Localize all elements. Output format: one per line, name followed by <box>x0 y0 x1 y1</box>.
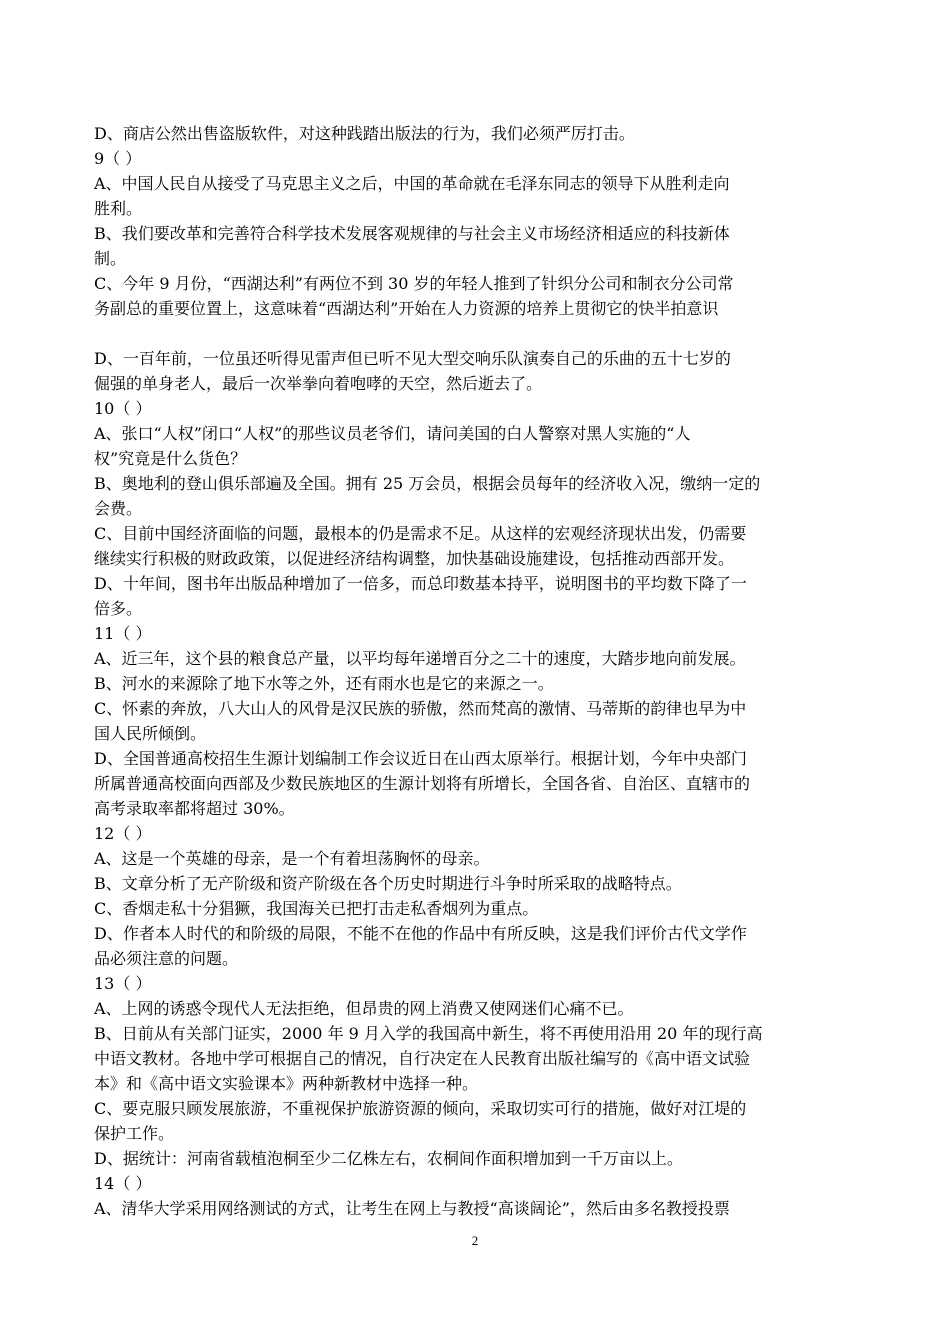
text-line: 11（ ） <box>94 624 152 643</box>
text-line: 保护工作。 <box>94 1124 175 1143</box>
text-line: C、怀素的奔放，八大山人的风骨是汉民族的骄傲，然而梵高的激情、马蒂斯的韵律也早为中 <box>94 699 747 718</box>
text-line: B、日前从有关部门证实，2000 年 9 月入学的我国高中新生，将不再使用沿用 20 年的现行高 <box>94 1024 763 1043</box>
text-line: 本》和《高中语文实验课本》两种新教材中选择一种。 <box>94 1074 479 1093</box>
text-line: 13（ ） <box>94 974 152 993</box>
text-line: D、十年间，图书年出版品种增加了一倍多，而总印数基本持平，说明图书的平均数下降了一 <box>94 574 747 593</box>
text-line: B、河水的来源除了地下水等之外，还有雨水也是它的来源之一。 <box>94 674 554 693</box>
text-line: D、一百年前，一位虽还听得见雷声但已听不见大型交响乐队演奏自己的乐曲的五十七岁的 <box>94 349 731 368</box>
text-line: A、上网的诱惑令现代人无法拒绝，但昂贵的网上消费又使网迷们心痛不已。 <box>94 999 634 1018</box>
text-line: 品必须注意的问题。 <box>94 949 239 968</box>
text-line: B、奥地利的登山俱乐部遍及全国。拥有 25 万会员，根据会员每年的经济收入况，缴纳一定的 <box>94 474 761 493</box>
text-line: 10（ ） <box>94 399 152 418</box>
text-line <box>94 321 866 346</box>
text-line: D、据统计：河南省载植泡桐至少二亿株左右，农桐间作面积增加到一千万亩以上。 <box>94 1149 683 1168</box>
text-line: A、近三年，这个县的粮食总产量，以平均每年递增百分之二十的速度，大踏步地向前发展。 <box>94 649 746 668</box>
text-line: C、今年 9 月份，“西湖达利”有两位不到 30 岁的年轻人推到了针织分公司和制衣分公司常 <box>94 274 734 293</box>
text-line: C、要克服只顾发展旅游，不重视保护旅游资源的倾向，采取切实可行的措施，做好对江堤的 <box>94 1099 747 1118</box>
text-line: 继续实行积极的财政政策，以促进经济结构调整，加快基础设施建设，包括推动西部开发。 <box>94 549 735 568</box>
page-number: 2 <box>471 1233 479 1248</box>
document-body <box>94 121 866 1221</box>
text-line: 高考录取率都将超过 30%。 <box>94 799 295 818</box>
text-line: D、全国普通高校招生生源计划编制工作会议近日在山西太原举行。根据计划，今年中央部门 <box>94 749 747 768</box>
text-line: 倔强的单身老人，最后一次举拳向着咆哮的天空，然后逝去了。 <box>94 374 543 393</box>
text-line: B、文章分析了无产阶级和资产阶级在各个历史时期进行斗争时所采取的战略特点。 <box>94 874 682 893</box>
text-line: A、清华大学采用网络测试的方式，让考生在网上与教授“高谈阔论”，然后由多名教授投票 <box>94 1199 730 1218</box>
text-line: 12（ ） <box>94 824 152 843</box>
text-line: C、香烟走私十分猖獗，我国海关已把打击走私香烟列为重点。 <box>94 899 539 918</box>
text-line: 务副总的重要位置上，这意味着“西湖达利”开始在人力资源的培养上贯彻它的快半拍意识 <box>94 299 719 318</box>
text-line: 倍多。 <box>94 599 143 618</box>
text-line: A、这是一个英雄的母亲，是一个有着坦荡胸怀的母亲。 <box>94 849 490 868</box>
text-line: D、作者本人时代的和阶级的局限，不能不在他的作品中有所反映，这是我们评价古代文学作 <box>94 924 747 943</box>
text-line: A、中国人民自从接受了马克思主义之后，中国的革命就在毛泽东同志的领导下从胜利走向 <box>94 174 730 193</box>
text-line: C、目前中国经济面临的问题，最根本的仍是需求不足。从这样的宏观经济现状出发，仍需要 <box>94 524 747 543</box>
text-line: 14（ ） <box>94 1174 152 1193</box>
text-line: 权”究竟是什么货色？ <box>94 449 247 468</box>
text-line: D、商店公然出售盗版软件，对这种践踏出版法的行为，我们必须严厉打击。 <box>94 124 635 143</box>
text-line: 会费。 <box>94 499 143 518</box>
text-line: 国人民所倾倒。 <box>94 724 207 743</box>
text-line: 9（ ） <box>94 149 142 168</box>
text-line: 所属普通高校面向西部及少数民族地区的生源计划将有所增长，全国各省、自治区、直辖市的 <box>94 774 751 793</box>
text-line: 制。 <box>94 249 127 268</box>
text-line: A、张口“人权”闭口“人权”的那些议员老爷们，请问美国的白人警察对黑人实施的“人 <box>94 424 691 443</box>
text-line: B、我们要改革和完善符合科学技术发展客观规律的与社会主义市场经济相适应的科技新体 <box>94 224 730 243</box>
text-line: 中语文教材。各地中学可根据自己的情况，自行决定在人民教育出版社编写的《高中语文试验 <box>94 1049 751 1068</box>
text-line: 胜利。 <box>94 199 143 218</box>
